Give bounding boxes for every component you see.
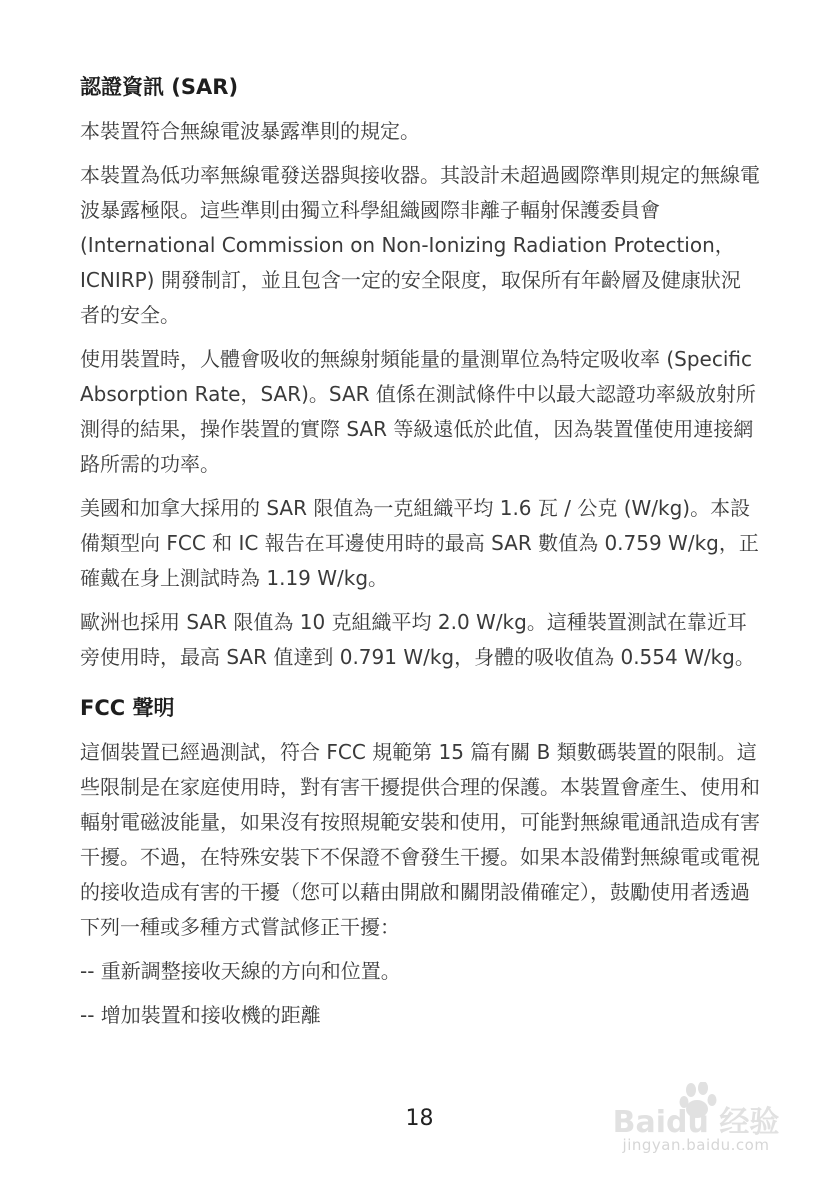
fcc-list-item-2: -- 增加裝置和接收機的距離	[80, 1003, 321, 1027]
sar-heading: 認證資訊 (SAR)	[80, 75, 239, 99]
fcc-paragraph-1: 這個裝置已經過測試，符合 FCC 規範第 15 篇有關 B 類數碼裝置的限制。這些限制是在家庭使用時，對有害干擾提供合理的保護。本裝置會產生、使用和輻射電磁波能量，如果沒有按照規範安裝和使用，可能對無線電通訊造成有害干擾。不過，在特殊安裝下不保證不會發生干擾。如果本設備對無線電或電視的接收造成有害的干擾（您可以藉由開啟和關閉設備確定），鼓勵使用者透過下列一種或多種方式嘗試修正干擾：	[80, 740, 760, 939]
baidu-watermark	[596, 1060, 796, 1170]
baidu-paw-logo-icon	[596, 1082, 796, 1137]
sar-paragraph-2: 本裝置為低功率無線電發送器與接收器。其設計未超過國際準則規定的無線電波暴露極限。這些準則由獨立科學組織國際非離子輻射保護委員會 (International Commission on Non-Ionizing Radiation Protection，ICNIRP) 開發制訂，並且包含一定的安全限度，取保所有年齡層及健康狀況者的安全。	[80, 163, 760, 327]
page-number: 18	[405, 1106, 434, 1131]
watermark-brand: Baidu 经验	[612, 1105, 780, 1137]
sar-paragraph-4: 美國和加拿大採用的 SAR 限值為一克組織平均 1.6 瓦 / 公克 (W/kg)。本設備類型向 FCC 和 IC 報告在耳邊使用時的最高 SAR 數值為 0.759 W/kg，正確戴在身上測試時為 1.19 W/kg。	[80, 496, 759, 590]
watermark-url: jingyan.baidu.com	[622, 1136, 770, 1154]
sar-paragraph-3: 使用裝置時，人體會吸收的無線射頻能量的量測單位為特定吸收率 (Specific Absorption Rate，SAR)。SAR 值係在測試條件中以最大認證功率級放射所測得的結果，操作裝置的實際 SAR 等級遠低於此值，因為裝置僅使用連接網路所需的功率。	[80, 347, 756, 476]
sar-paragraph-5: 歐洲也採用 SAR 限值為 10 克組織平均 2.0 W/kg。這種裝置測試在靠近耳旁使用時，最高 SAR 值達到 0.791 W/kg，身體的吸收值為 0.554 W/kg。	[80, 610, 755, 669]
document-page	[80, 72, 760, 1042]
fcc-heading: FCC 聲明	[80, 696, 175, 720]
sar-paragraph-1: 本裝置符合無線電波暴露準則的規定。	[80, 119, 420, 143]
fcc-list-item-1: -- 重新調整接收天線的方向和位置。	[80, 959, 401, 983]
